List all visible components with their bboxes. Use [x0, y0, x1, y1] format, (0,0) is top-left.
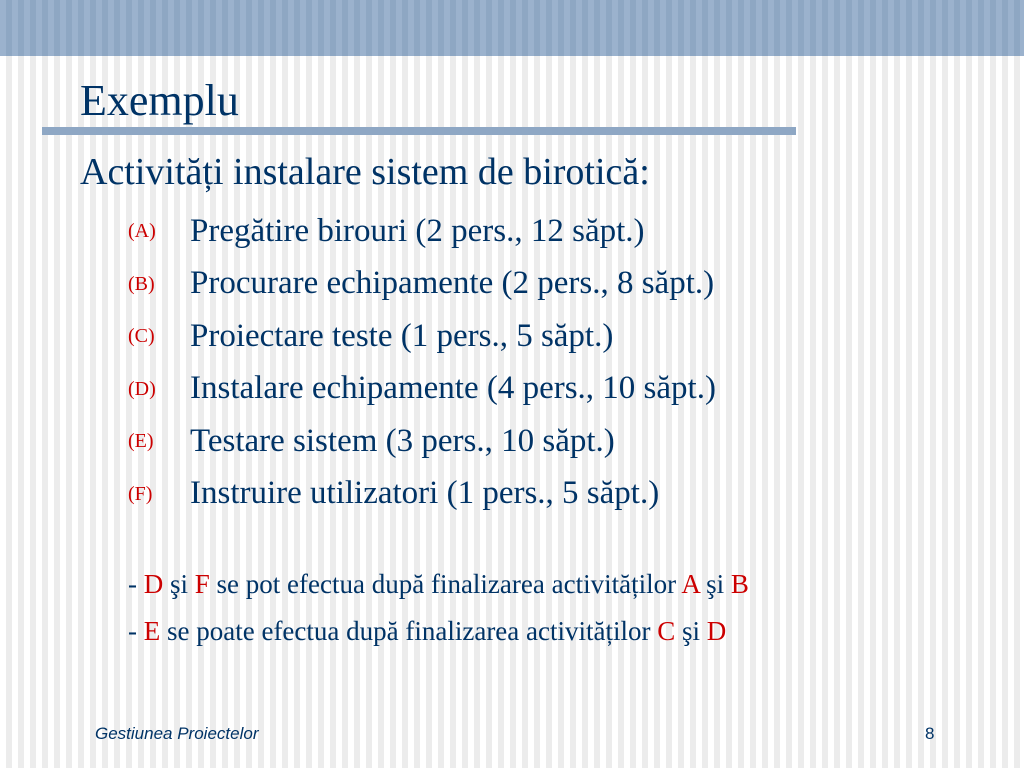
activity-text: Proiectare teste (1 pers., 5 săpt.)	[190, 317, 614, 354]
activity-item-d	[128, 363, 716, 416]
activity-text: Instalare echipamente (4 pers., 10 săpt.)	[190, 370, 716, 407]
slide-title: Exemplu	[80, 76, 239, 125]
note-conjunction: şi	[699, 569, 731, 599]
note-prefix: -	[128, 616, 144, 646]
note-prefix: -	[128, 569, 144, 599]
activity-ref: F	[194, 569, 210, 599]
header-band	[0, 0, 1024, 56]
dependency-note-2	[128, 614, 726, 648]
activity-ref: E	[143, 616, 161, 646]
dependency-note-1	[128, 567, 749, 601]
activity-list	[128, 205, 716, 520]
activity-text: Procurare echipamente (2 pers., 8 săpt.)	[190, 265, 715, 302]
activity-ref: C	[657, 616, 676, 646]
activity-marker: (A)	[128, 220, 156, 243]
activity-item-f	[128, 468, 716, 521]
activity-marker: (C)	[128, 325, 155, 348]
activity-text: Pregătire birouri (2 pers., 12 săpt.)	[190, 212, 645, 249]
note-text: se poate efectua după finalizarea activităților	[160, 616, 658, 646]
note-text: se pot efectua după finalizarea activităților	[209, 569, 682, 599]
activity-ref: A	[681, 569, 700, 599]
activity-item-e	[128, 415, 716, 468]
activity-item-b	[128, 258, 716, 311]
activity-marker: (F)	[128, 482, 153, 505]
note-conjunction: şi	[675, 616, 707, 646]
activity-text: Testare sistem (3 pers., 10 săpt.)	[190, 422, 615, 459]
activity-marker: (B)	[128, 272, 155, 295]
activity-marker: (D)	[128, 377, 156, 400]
activity-item-c	[128, 310, 716, 363]
activity-ref: D	[706, 616, 727, 646]
title-underline	[42, 127, 796, 135]
activity-ref: D	[143, 569, 164, 599]
activity-item-a	[128, 205, 716, 258]
slide-number: 8	[925, 724, 935, 743]
note-conjunction: şi	[163, 569, 195, 599]
section-heading: Activități instalare sistem de birotică:	[80, 151, 650, 193]
activity-ref: B	[730, 569, 749, 599]
activity-marker: (E)	[128, 430, 154, 453]
footer-course-title: Gestiunea Proiectelor	[95, 724, 259, 743]
activity-text: Instruire utilizatori (1 pers., 5 săpt.)	[190, 475, 660, 512]
